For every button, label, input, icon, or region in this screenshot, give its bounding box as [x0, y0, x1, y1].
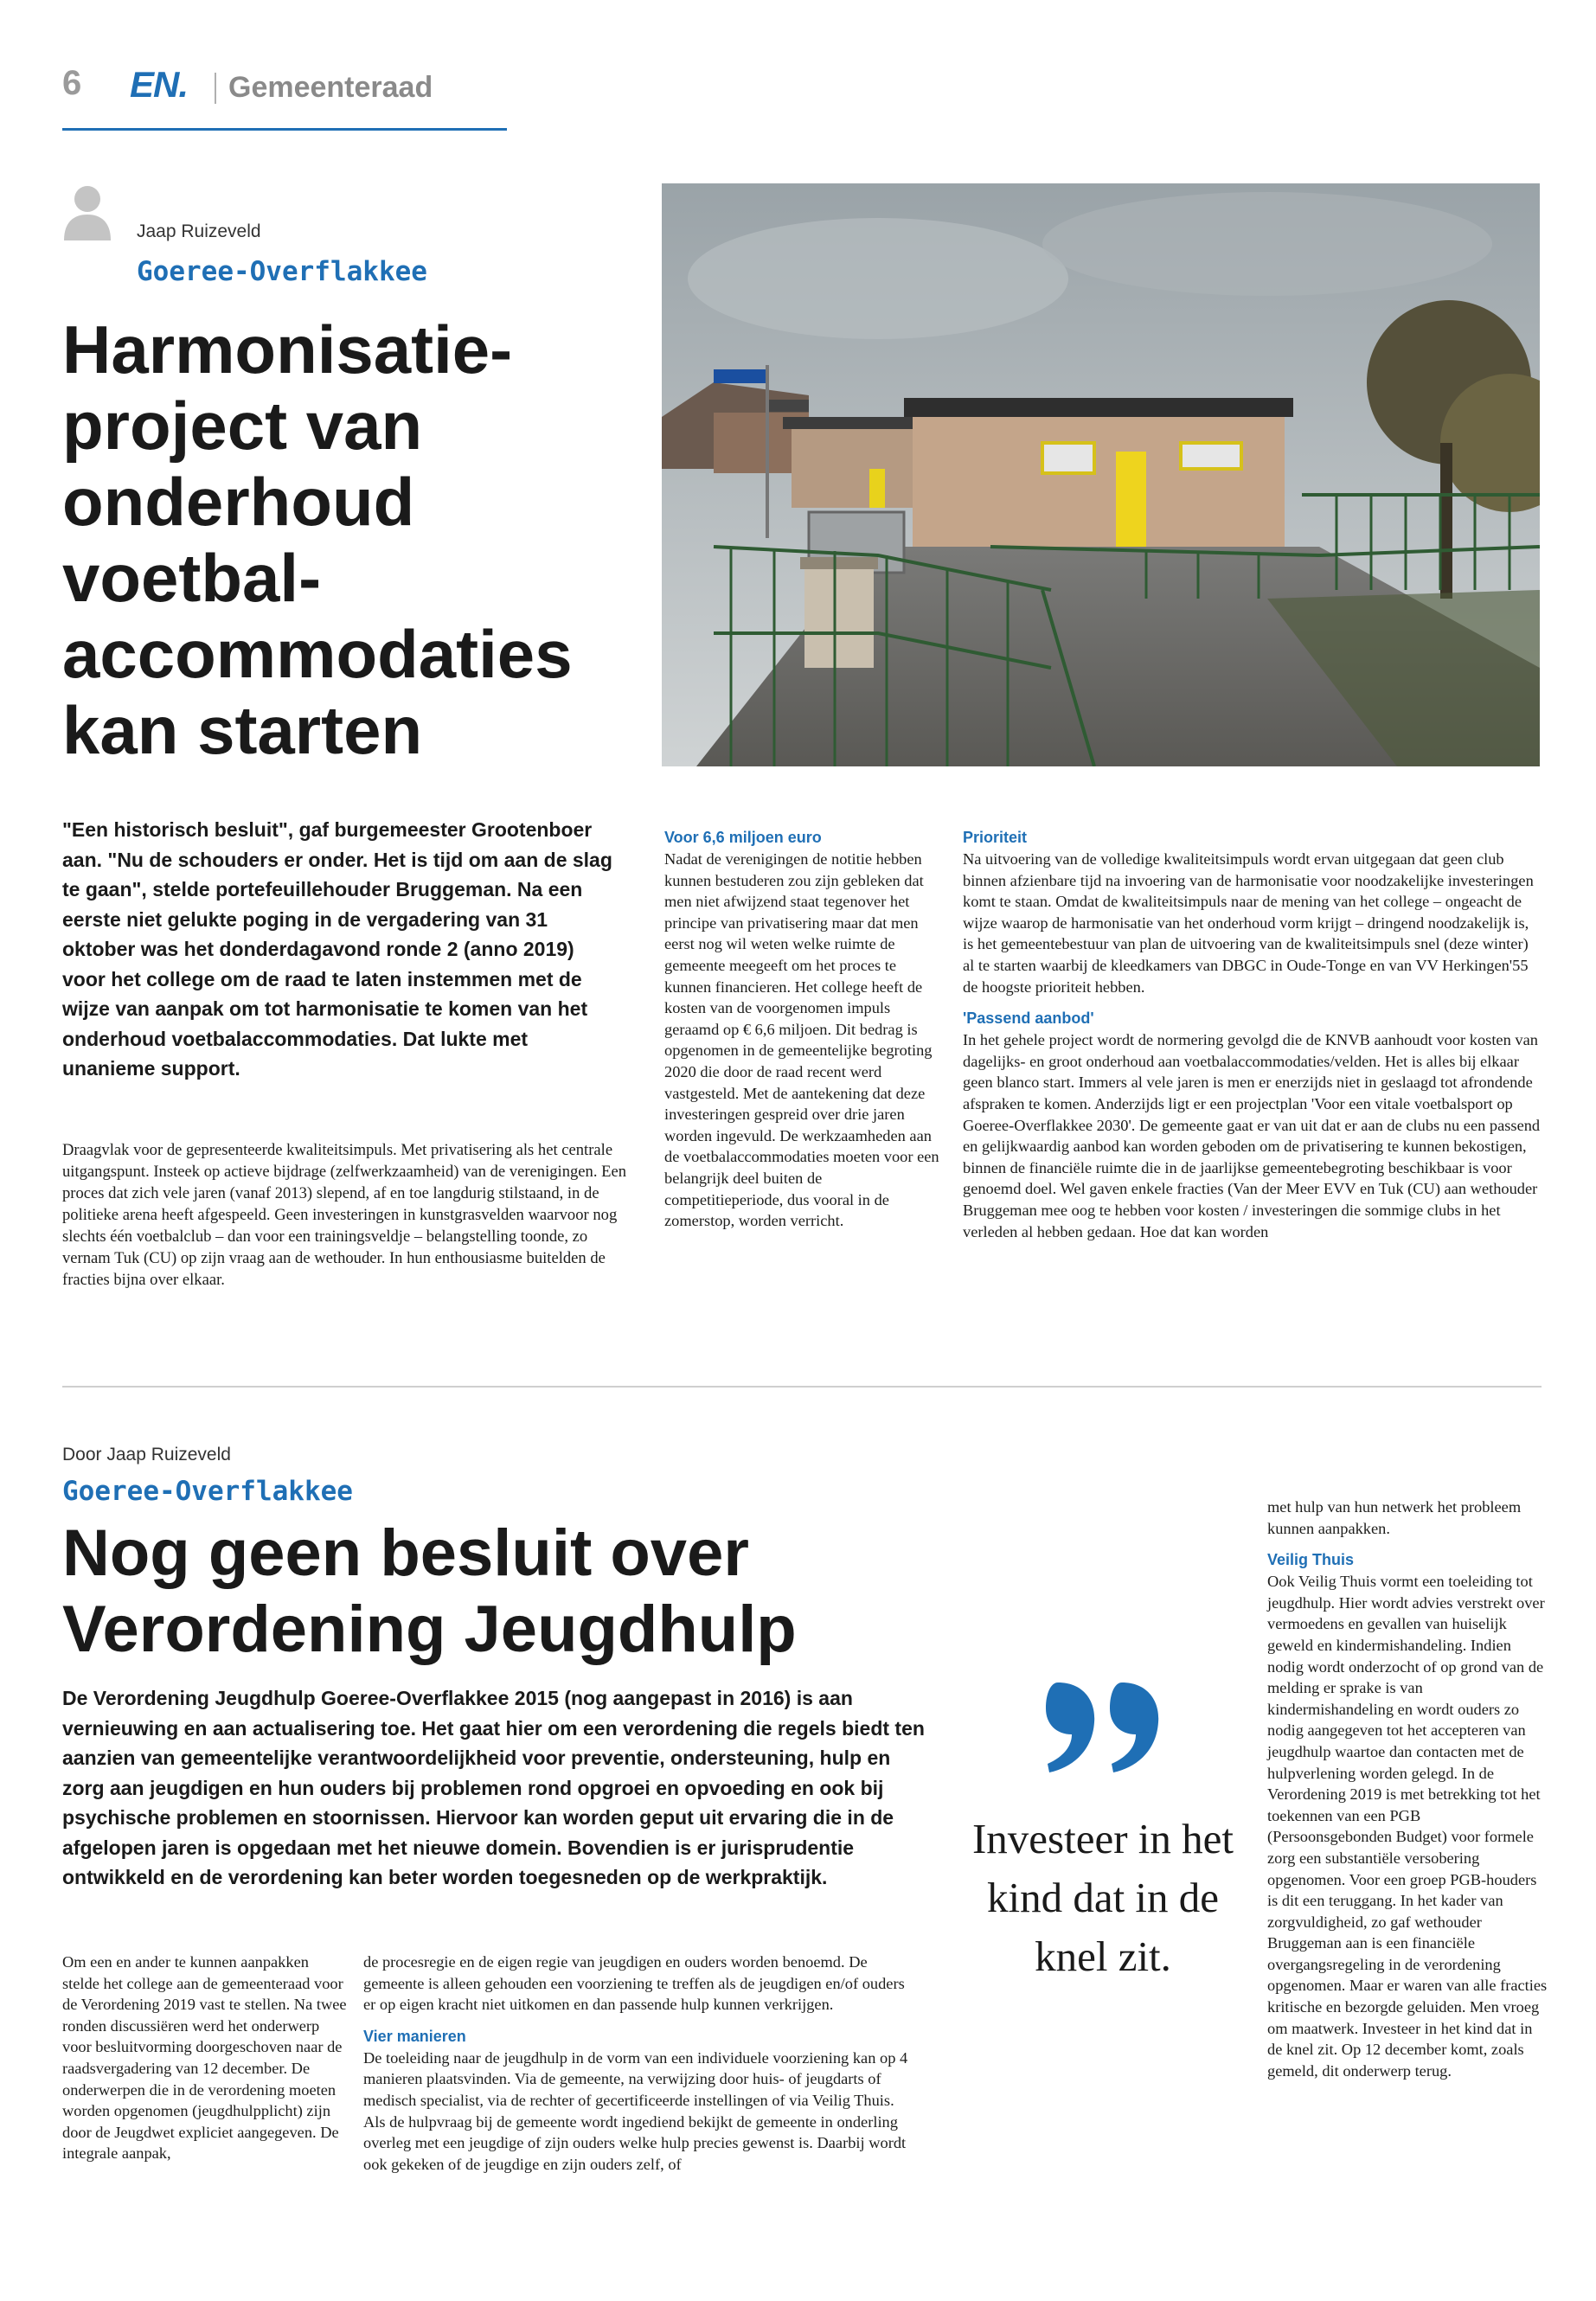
- article1-author: Jaap Ruizeveld: [137, 221, 261, 241]
- pull-quote: Investeer in het kind dat in de knel zit.: [971, 1815, 1234, 1980]
- subheading: 'Passend aanbod': [963, 1009, 1094, 1028]
- article1-photo: [662, 183, 1540, 766]
- article2-column-2: [363, 1952, 917, 2175]
- headline-line: kan starten: [62, 692, 423, 768]
- body-text: In het gehele project wordt de normering gevolgd die de KNVB aanhoudt voor kosten van dagelijks- en groot onderhoud aan voetbalaccommodaties/velden. Het is alles bij elkaar geen blanco start. Immers al vele jaren is men er enerzijds niet in geslaagd tot afrondende afspraken te komen. Anderzijds ligt er een projectplan 'Voor een vitale voetbalsport op Goeree-Overflakkee 2030'. De gemeente gaat er van uit dat er aan de clubs nu een passend en gelijkwaardig aanbod kan worden geboden om de privatisering te kunnen bekostigen, binnen de financiële ruimte die in de jaarlijkse gemeentebegroting beschikbaar is voor genoemd doel. Wel gaven enkele fracties (Van der Meer EVV en Tuk (CU) aan wethouder Bruggeman mee oog te hebben voor kosten / investeringen die sommige clubs in het verleden al hebben gedaan. Hoe dat kan worden: [963, 1031, 1541, 1240]
- article1-column-2: [664, 827, 943, 1232]
- page-number: 6: [62, 64, 82, 102]
- article-divider: [62, 1386, 1542, 1388]
- header-separator: [215, 73, 216, 104]
- headline-line: Nog geen besluit over: [62, 1516, 749, 1590]
- headline-line: Harmonisatie-: [62, 311, 513, 388]
- article1-location: Goeree-Overflakkee: [137, 256, 427, 287]
- headline-line: project van: [62, 388, 423, 464]
- article1-body: Draagvlak voor de gepresenteerde kwaliteitsimpuls. Met privatisering als het centrale uitgangspunt. Insteek op actieve bijdrage (zelfwerkzaamheid) van de verenigingen. Een proces dat zich vele jaren (vanaf 2013) slepend, af en toe langdurig stilstaand, in de politieke arena heeft afgespeeld. Geen investeringen in kunstgrasvelden waarvoor nog slechts één voetbalclub – dan voor een trainingsveldje – belangstelling toonde, zo vernam Tuk (CU) op zijn vraag aan de wethouder. In hun enthousiasme buitelden de fracties bijna over elkaar.: [62, 1141, 627, 1289]
- body-text: De toeleiding naar de jeugdhulp in de vorm van een individuele voorziening kan op 4 manieren plaatsvinden. Via de gemeente, na verwijzing door huis- of jeugdarts of medisch specialist, via de rechter of gecertificeerde instellingen of via Veilig Thuis. Als de hulpvraag bij de gemeente wordt ingediend bekijkt de gemeente in onderling overleg met een jeugdige of zijn ouders welke hulp precies gewenst is. Daarbij wordt ook gekeken of de jeugdige en zijn ouders zelf, of: [363, 2048, 908, 2173]
- body-text: de procesregie en de eigen regie van jeugdigen en ouders worden benoemd. De gemeente is alleen gehouden een voorziening te treffen als de jeugdigen en/of ouders er op eigen kracht niet uitkomen en dan passende hulp kunnen verkrijgen.: [363, 1953, 905, 2014]
- article2-intro: De Verordening Jeugdhulp Goeree-Overflakkee 2015 (nog aangepast in 2016) is aan vernieuwing en aan actualisering toe. Het gaat hier om een verordening die regels biedt ten aanzien van gemeentelijke verantwoordelijkheid voor preventie, ondersteuning, hulp en zorg aan jeugdigen en hun ouders bij problemen rond opgroei en opvoeding en ook bij psychische problemen en stoornissen. Hiervoor kan worden geput uit ervaring die in de afgelopen jaren is opgedaan met het nieuwe domein. Bovendien is er jurisprudentie ontwikkeld en de verordening kan beter worden toegesneden op de werkpraktijk.: [62, 1687, 925, 1888]
- article1-column-3: [963, 827, 1541, 1242]
- article1-intro: "Een historisch besluit", gaf burgemeester Grootenboer aan. "Nu de schouders er onder. Het is tijd om aan de slag te gaan", stelde portefeuillehouder Bruggeman. Na een eerste niet gelukte poging in de vergadering van 31 oktober was het donderdagavond ronde 2 (anno 2019) voor het college om de raad te laten instemmen met de wijze van aanpak om tot harmonisatie te komen van het onderhoud voetbalaccommodaties. Dat lukte met unanieme support.: [62, 818, 612, 1080]
- accommodation-photo-illustration: [662, 183, 1540, 766]
- article2-column-1: [62, 1952, 348, 2164]
- headline-line: voetbal-: [62, 540, 322, 616]
- body-text: Na uitvoering van de volledige kwaliteitsimpuls wordt ervan uitgegaan dat geen club binnen afzienbare tijd na invoering van de harmonisatie voor noodzakelijke investeringen komt te staan. Omdat de kwaliteitsimpuls naar de mening van het college – ongeacht de wijze waarop de harmonisatie van het onderhoud vorm krijgt – dringend noodzakelijk is, is het gemeentebestuur van plan de uitvoering van de kwaliteitsimpuls snel (deze winter) al te starten waarbij de kleedkamers van DBGC in Oude-Tonge en van VV Herkingen'55 de hoogste prioriteit hebben.: [963, 850, 1534, 996]
- quote-mark-icon: [1042, 1674, 1163, 1778]
- headline-line: Verordening Jeugdhulp: [62, 1593, 797, 1666]
- subheading: Veilig Thuis: [1267, 1551, 1355, 1569]
- article2-column-4: [1267, 1497, 1548, 2081]
- headline-line: onderhoud: [62, 464, 415, 540]
- article2-headline: [62, 1516, 962, 1668]
- body-text: met hulp van hun netwerk het probleem kunnen aanpakken.: [1267, 1498, 1522, 1537]
- headline-line: accommodaties: [62, 616, 573, 692]
- body-text: Nadat de verenigingen de notitie hebben kunnen bestuderen zou zijn gebleken dat men niet afwijzend staat tegenover het principe van privatisering maar dat men eerst nog wil weten welke ruimte de gemeente meegeeft om het proces te kunnen financieren. Het college heeft de kosten van de voorgenomen impuls geraamd op € 6,6 miljoen. Dit bedrag is opgenomen in de gemeentelijke begroting 2020 die door de raad recent werd vastgesteld. Met de aantekening dat deze investeringen gespreid over drie jaren worden ingevuld. De werkzaamheden aan de voetbalaccommodaties moeten voor een belangrijk deel buiten de competitieperiode, dus vooral in de zomerstop, worden verricht.: [664, 850, 939, 1230]
- subheading: Vier manieren: [363, 2027, 466, 2045]
- newspaper-logo: EN.: [130, 64, 189, 105]
- section-title: Gemeenteraad: [228, 71, 433, 104]
- article2-location: Goeree-Overflakkee: [62, 1476, 353, 1507]
- header-rule: [62, 128, 507, 131]
- article1-headline: [62, 311, 616, 768]
- author-avatar-icon: [62, 183, 112, 240]
- body-text: Om een en ander te kunnen aanpakken stelde het college aan de gemeenteraad voor de Verordening 2019 vast te stellen. Na twee ronden discussiëren werd het onderwerp voor besluitvorming doorgeschoven naar de raadsvergadering van 12 december. De onderwerpen die in de verordening moeten worden opgenomen (jeugdhulpplicht) zijn door de Jeugdwet expliciet aangegeven. De integrale aanpak,: [62, 1953, 347, 2163]
- subheading: Voor 6,6 miljoen euro: [664, 829, 822, 846]
- subheading: Prioriteit: [963, 829, 1028, 846]
- body-text: Ook Veilig Thuis vormt een toeleiding tot jeugdhulp. Hier wordt advies verstrekt over vermoedens en gevallen van huiselijk geweld en kindermishandeling. Indien nodig wordt onderzocht of op grond van de melding er sprake is van kindermishandeling en wordt ouders zo nodig aangegeven tot het accepteren van jeugdhulp waartoe dan contacten met de hulpverlening worden gelegd. In de Verordening 2019 is met betrekking tot het toekennen van een PGB (Persoonsgebonden Budget) voor formele zorg een substantiële versobering opgenomen. Voor een groep PGB-houders is dit een teruggang. In het kader van zorgvuldigheid, zo gaf wethouder Bruggeman aan is een financiële overgangsregeling in de verordening opgenomen. Maar er waren van alle fracties kritische en bezorgde geluiden. Men vroeg om maatwerk. Investeer in het kind dat in de knel zit. Op 12 december komt, zoals gemeld, dit onderwerp terug.: [1267, 1573, 1548, 2080]
- article2-author: Door Jaap Ruizeveld: [62, 1445, 231, 1465]
